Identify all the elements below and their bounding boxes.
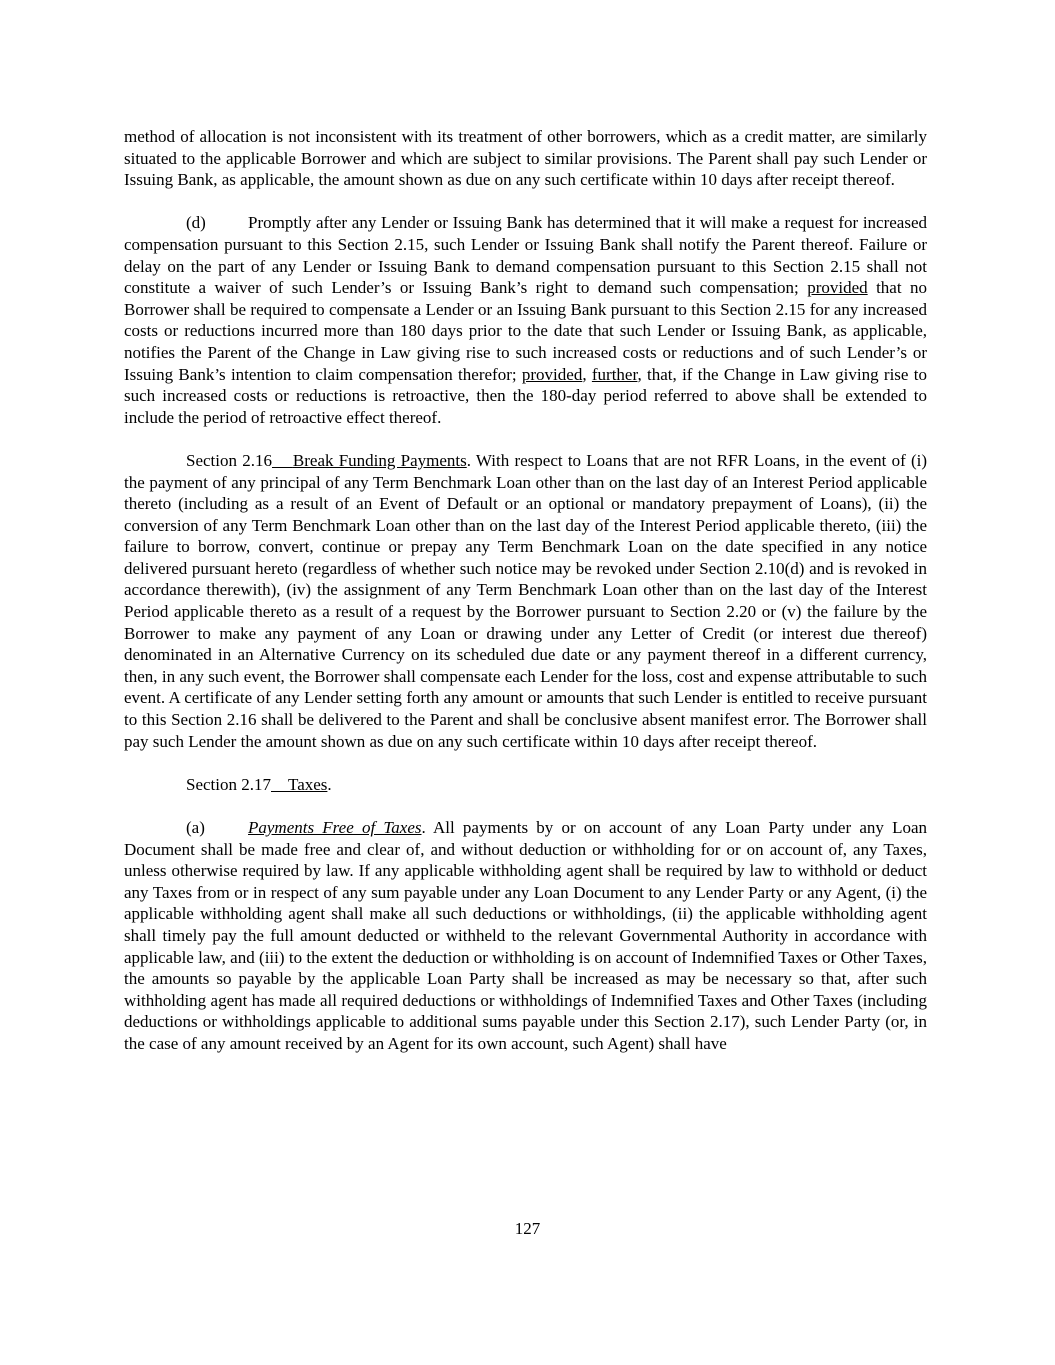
section-2-16-title [272, 451, 467, 470]
section-2-16-number: Section 2.16 [186, 450, 272, 470]
paragraph-d [124, 212, 927, 428]
provided-term-2: provided [521, 364, 583, 384]
section-2-17-title-text: Taxes [288, 774, 328, 794]
further-term: further [591, 364, 638, 384]
section-2-16 [124, 450, 927, 752]
paragraph-a-text: . All payments by or on account of any Loan Party under any Loan Document shall be made free and clear of, and without deduction or withholding for or on account of, any Taxes, unless otherwise required by law. If any applicable withholding agent shall be required by law to withhold or deduct any Taxes from or in respect of any sum payable under any Loan Document to any Lender Party or any Agent, (i) the applicable withholding agent shall make all such deductions or withholdings, (ii) the applicable withholding agent shall timely pay the full amount deducted or withheld to the relevant Governmental Authority in accordance with applicable law, and (iii) to the extent the deduction or withholding is on account of Indemnified Taxes or Other Taxes, the amounts so payable by the applicable Loan Party shall be increased as may be necessary so that, after such withholding agent has made all required deductions or withholdings of Indemnified Taxes and Other Taxes (including deductions or withholdings applicable to additional sums payable under this Section 2.17), such Lender Party (or, in the case of any amount received by an Agent for its own account, such Agent) shall have [124, 818, 927, 1053]
section-2-16-text: . With respect to Loans that are not RFR Loans, in the event of (i) the payment of any principal of any Term Benchmark Loan other than on the last day of an Interest Period applicable thereto (including as a result of an Event of Default or an optional or mandatory prepayment of Loans), (ii) the conversion of any Term Benchmark Loan other than on the last day of the Interest Period applicable thereto, (iii) the failure to borrow, convert, continue or prepay any Term Benchmark Loan on the date specified in any notice delivered pursuant hereto (regardless of whether such notice may be revoked under Section 2.10(d) and is revoked in accordance therewith), (iv) the assignment of any Term Benchmark Loan other than on the last day of the Interest Period applicable thereto as a result of a request by the Borrower pursuant to Section 2.20 or (v) the failure by the Borrower to make any payment of any Loan or drawing under any Letter of Credit (or interest due thereof) denominated in an Alternative Currency on its scheduled due date or any payment thereof in a different currency, then, in any such event, the Borrower shall compensate each Lender for the loss, cost and expense attributable to such event. A certificate of any Lender setting forth any amount or amounts that such Lender is entitled to receive pursuant to this Section 2.16 shall be delivered to the Parent and shall be conclusive absent manifest error. The Borrower shall pay such Lender the amount shown as due on any such certificate within 10 days after receipt thereof. [124, 450, 928, 751]
provided-term-1: provided [807, 278, 868, 298]
section-2-17-period: . [327, 774, 332, 794]
paragraph-c-continuation: method of allocation is not inconsistent with its treatment of other borrowers, which as a credit matter, are similarly situated to the applicable Borrower and which are subject to similar provisions. The Parent shall pay such Lender or Issuing Bank, as applicable, the amount shown as due on any such certificate within 10 days after receipt thereof. [124, 127, 927, 190]
page-number: 127 [514, 1219, 541, 1238]
paragraph-d-label: (d) [186, 213, 206, 233]
paragraph-d-text-3: , that, if the Change in Law giving rise to such increased costs or reductions is retroactive, then the 180-day period referred to above shall be extended to include the period of retroactive effect thereof. [124, 364, 927, 427]
section-2-17 [124, 774, 927, 796]
paragraph-a-heading-text: Payments Free of Taxes [248, 818, 422, 837]
paragraph-a-heading [248, 818, 421, 837]
paragraph-a [124, 817, 927, 1055]
section-2-16-title-text: Break Funding Payments [292, 450, 467, 470]
document-page [124, 126, 927, 1076]
paragraph-a-label: (a) [186, 818, 205, 837]
paragraph-d-text-1: Promptly after any Lender or Issuing Bank has determined that it will make a request for increased compensation pursuant to this Section 2.15, such Lender or Issuing Bank shall notify the Parent thereof. Failure or delay on the part of any Lender or Issuing Bank to demand compensation pursuant to this Section 2.15 shall not constitute a waiver of such Lender’s or Issuing Bank’s right to demand such compensation; [124, 213, 927, 298]
paragraph-d-text-2: that no Borrower shall be required to compensate a Lender or an Issuing Bank pursuant to this Section 2.15 for any increased costs or reductions incurred more than 180 days prior to the date that such Lender or Issuing Bank, as applicable, notifies the Parent of the Change in Law giving rise to such increased costs or reductions and of such Lender’s or Issuing Bank’s intention to claim compensation therefor; [124, 278, 927, 384]
section-2-17-title [271, 775, 327, 794]
paragraph-d-comma: , [582, 364, 592, 384]
section-2-17-number: Section 2.17 [186, 774, 271, 794]
